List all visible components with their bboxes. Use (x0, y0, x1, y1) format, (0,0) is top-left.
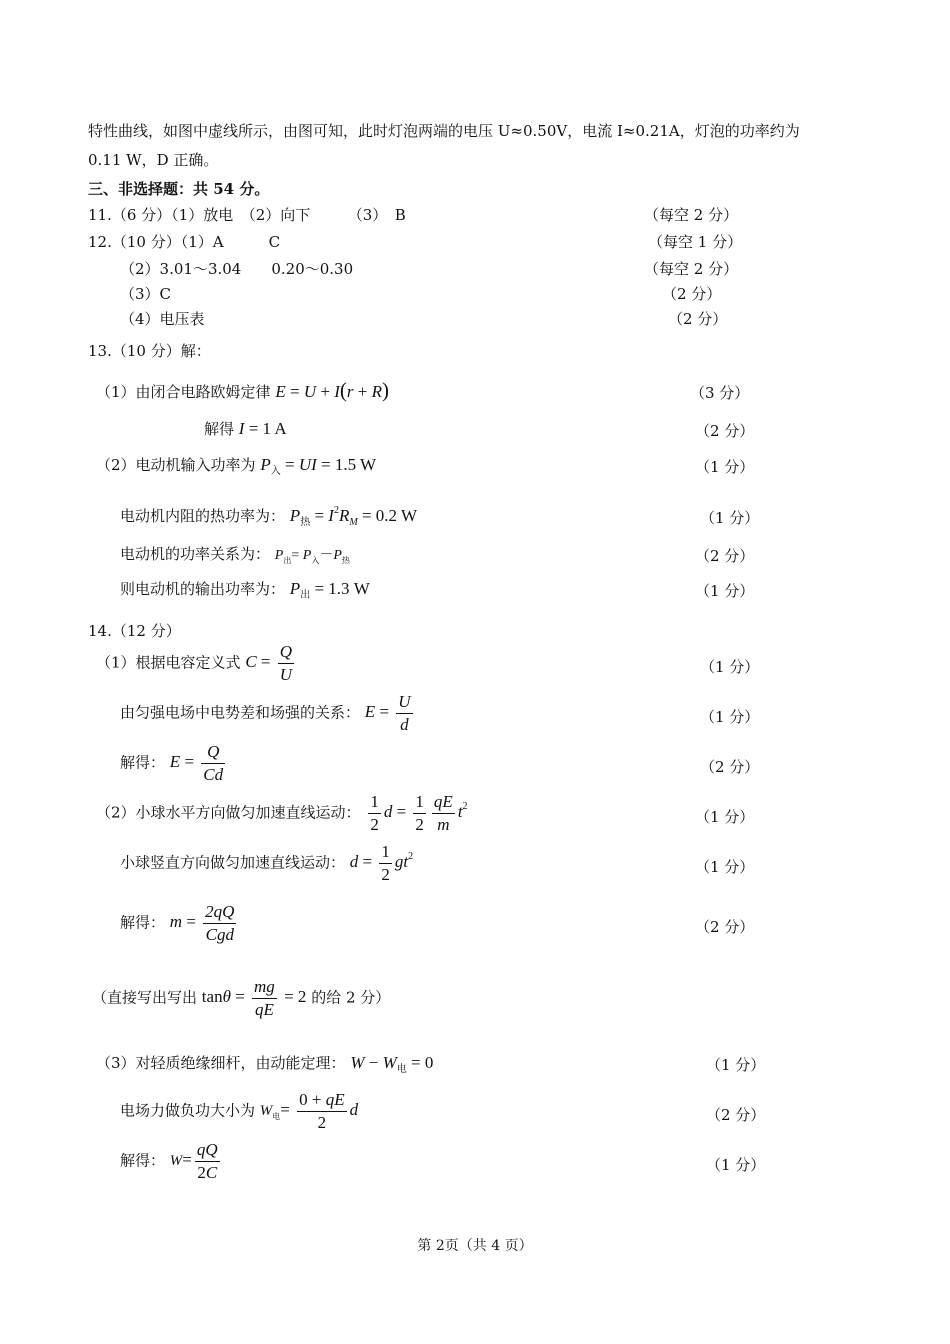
q13-step-4-text: 电动机内阻的热功率为： (120, 507, 286, 525)
page-footer: 第 2页（共 4 页） (417, 1238, 533, 1254)
q14-score-4: （1 分） (695, 808, 755, 826)
q13-header: 13.（10 分）解： (88, 342, 211, 360)
q14-step-9 (120, 1089, 358, 1134)
q14-step-5 (120, 841, 413, 886)
q13-score-2: （2 分） (695, 422, 755, 440)
q14-eq-capacitance: C = $\frac{Q}{U}$ (245, 642, 293, 684)
q13-score-1: （3 分） (690, 384, 750, 402)
q14-step-3-text: 解得： (120, 753, 166, 772)
q14-eq-field: E = $\frac{U}{d}$ (364, 692, 411, 734)
q12-score-1: （每空 1 分） (648, 233, 743, 251)
q14-header: 14.（12 分） (88, 622, 181, 640)
q13-score-5: （2 分） (695, 547, 755, 565)
q14-step-2-text: 由匀强电场中电势差和场强的关系： (120, 703, 361, 722)
q13-step-1-text: （1）由闭合电路欧姆定律 (96, 383, 271, 401)
q14-score-9: （2 分） (706, 1106, 766, 1124)
q13-step-2-text: 解得 (204, 420, 235, 438)
q13-eq-current: I = 1 A (238, 419, 287, 438)
q14-score-3: （2 分） (700, 758, 760, 776)
q14-step-1 (96, 641, 297, 686)
q14-score-5: （1 分） (695, 858, 755, 876)
q14-score-1: （1 分） (700, 658, 760, 676)
q14-score-2: （1 分） (700, 708, 760, 726)
q14-eq-work-result: W= $\frac{qQ}{2C}$ (169, 1140, 218, 1182)
q12-line-2: （2）3.01～3.04 0.20～0.30 (120, 260, 354, 278)
q14-score-6: （2 分） (695, 918, 755, 936)
q13-step-1 (96, 378, 389, 403)
q13-eq-power-relation: $P_出= P_入-P_热$ (274, 548, 350, 565)
q14-step-6-text: 解得： (120, 913, 166, 932)
q12-line-3: （3）C (120, 285, 172, 303)
q13-step-5 (120, 543, 350, 566)
q14-step-2 (120, 691, 416, 736)
q12-line-4: （4）电压表 (120, 310, 205, 328)
q13-score-4: （1 分） (700, 509, 760, 527)
q13-step-5-text: 电动机的功率关系为： (120, 545, 271, 563)
q13-step-3 (96, 454, 376, 477)
q14-step-4-text: （2）小球水平方向做匀加速直线运动： (96, 803, 361, 822)
q13-score-6: （1 分） (695, 582, 755, 600)
q14-step-4 (96, 791, 468, 836)
q14-step-9-text: 电场力做负功大小为 (120, 1101, 256, 1120)
q13-eq-heat-power: $P_热 = I^2R_M = 0.2$ W (289, 505, 418, 528)
q14-step-6 (120, 901, 239, 946)
q12-score-3: （2 分） (662, 285, 722, 303)
q14-step-3 (120, 741, 228, 786)
q14-step-5-text: 小球竖直方向做匀加速直线运动： (120, 853, 346, 872)
q13-eq-output-power: $P_出 = 1.3$ W (289, 579, 370, 601)
q11-answer: 11.（6 分）（1）放电 （2）向下 （3） B (88, 206, 406, 224)
q14-step-1-text: （1）根据电容定义式 (96, 653, 241, 672)
q13-score-3: （1 分） (695, 458, 755, 476)
q14-step-10 (120, 1139, 223, 1184)
q13-step-6-text: 则电动机的输出功率为： (120, 580, 286, 598)
q14-eq-mass: m = $\frac{2qQ}{\text{Cgd}}$ (169, 902, 235, 944)
q13-step-4 (120, 505, 417, 528)
q12-score-2: （每空 2 分） (644, 260, 739, 278)
q11-score: （每空 2 分） (644, 206, 739, 224)
q14-eq-vertical: d = $\frac{1}{2}$ $gt^2$ (349, 842, 414, 884)
q14-step-10-text: 解得： (120, 1151, 166, 1170)
q14-step-7-suffix: 的给 2 分） (311, 988, 391, 1007)
q14-eq-energy: $W - W_电 = 0$ (350, 1053, 434, 1075)
q13-step-6 (120, 578, 370, 601)
q13-eq-input-power: $P_入$ = UI = 1.5 W (260, 455, 377, 477)
q14-eq-horizontal: $\frac{1}{2}$ d = $\frac{1}{2}$ $\frac{qE}{m}$ $t^2$ (370, 792, 468, 834)
q13-eq-ohm: E = U + I(r + R) (275, 378, 389, 402)
q14-step-8 (96, 1052, 433, 1075)
q13-step-2 (204, 418, 287, 439)
q13-step-3-text: （2）电动机输入功率为 (96, 456, 256, 474)
q14-score-8: （1 分） (706, 1056, 766, 1074)
q14-step-8-text: （3）对轻质绝缘细杆，由动能定理： (96, 1054, 346, 1072)
q14-eq-tan: tanθ = $\frac{mg}{qE}$ = 2 (201, 977, 307, 1019)
q14-step-7 (92, 976, 390, 1021)
section-3-title: 三、非选择题：共 54 分。 (88, 180, 270, 198)
q14-eq-work-electric: $W_电=$ $\frac{0 + qE}{2}$ d (259, 1090, 359, 1132)
q14-step-7-text: （直接写出写出 (92, 988, 198, 1007)
q14-score-10: （1 分） (706, 1156, 766, 1174)
q12-score-4: （2 分） (668, 310, 728, 328)
q12-line-1: 12.（10 分）（1）A C (88, 233, 281, 251)
intro-line-1: 特性曲线，如图中虚线所示，由图可知，此时灯泡两端的电压 U≈0.50V，电流 I≈0.21A，灯泡的功率约为 (88, 122, 800, 140)
q14-eq-field-result: E = $\frac{Q}{Cd}$ (169, 742, 224, 784)
intro-line-2: 0.11 W，D 正确。 (88, 151, 219, 169)
